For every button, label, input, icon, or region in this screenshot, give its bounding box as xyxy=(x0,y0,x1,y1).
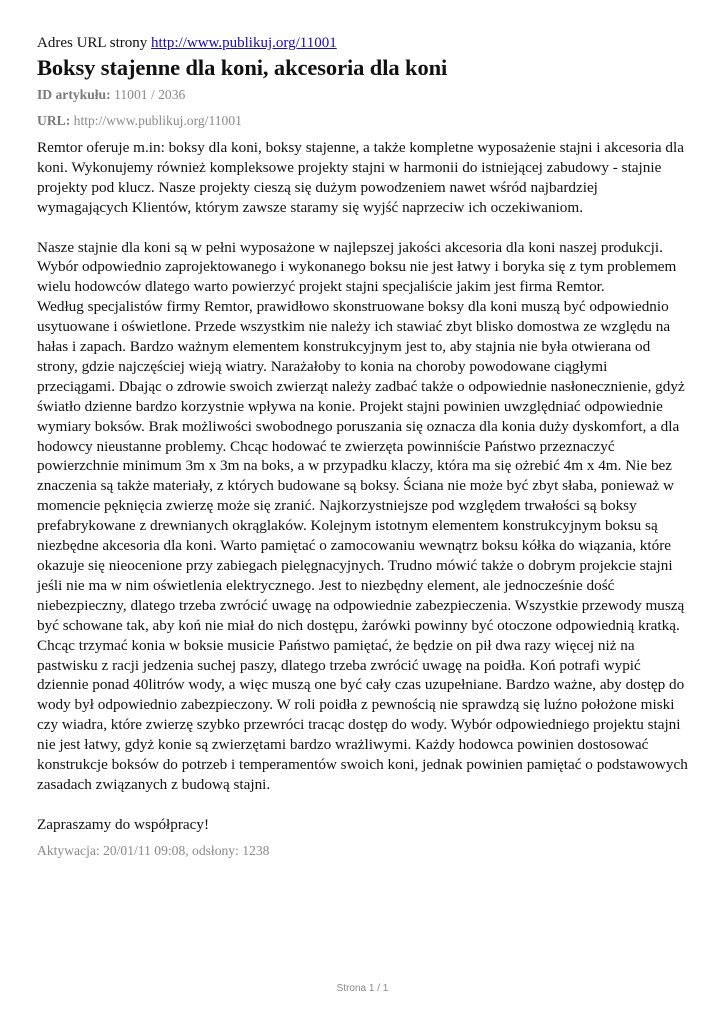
document-page xyxy=(37,34,689,859)
article-title: Boksy stajenne dla koni, akcesoria dla koni xyxy=(37,55,448,80)
url-label: Adres URL strony xyxy=(37,35,148,51)
paragraph-invitation: Zapraszamy do współpracy! xyxy=(37,815,210,833)
article-url xyxy=(37,112,689,129)
article-url-value: http://www.publikuj.org/11001 xyxy=(73,113,242,128)
paragraph-intro: Remtor oferuje m.in: boksy dla koni, boksy stajenne, a także kompletne wyposażenie stajni i akcesoria dla koni. Wykonujemy również kompleksowe projekty stajni w harmonii do istniejącej zabudowy - stajnie projekty pod klucz. Nasze projekty cieszą się dużym powodzeniem nawet wśród najbardziej wymagających Klientów, którym zawsze staramy się wyjść naprzeciw ich oczekiwaniom. xyxy=(37,139,684,216)
activation-info: Aktywacja: 20/01/11 09:08, odsłony: 1238 xyxy=(37,842,270,858)
page-url-line xyxy=(37,34,689,52)
paragraph-stables: Nasze stajnie dla koni są w pełni wyposażone w najlepszej jakości akcesoria dla koni naszej produkcji. Wybór odpowiednio zaprojektowanego i wykonanego boksu nie jest łatwy i boryka się z tym problemem wielu hodowców dlatego warto powierzyć projekt stajni specjaliście jakim jest firma Remtor. xyxy=(37,238,677,296)
article-body xyxy=(37,138,689,835)
article-url-label: URL: xyxy=(37,113,71,128)
page-number: Strona 1 / 1 xyxy=(336,983,389,994)
page-url-link[interactable]: http://www.publikuj.org/11001 xyxy=(151,35,337,51)
article-id-value: 11001 / 2036 xyxy=(114,87,186,102)
article-id-label: ID artykułu: xyxy=(37,87,111,102)
paragraph-specialists: Według specjalistów firmy Remtor, prawidłowo skonstruowane boksy dla koni muszą być odpowiednio usytuowane i oświetlone. Przede wszystkim nie należy ich stawiać zbyt blisko domostwa ze względu na hałas i zapach. Bardzo ważnym elementem konstrukcyjnym jest to, aby stajnia nie była otwierana od strony, gdzie najczęściej wieją wiatry. Narażałoby to konia na choroby powodowane ciągłymi przeciągami. Dbając o zdrowie swoich zwierząt należy zadbać także o odpowiednie nasłonecznienie, gdyż światło dzienne bardzo korzystnie wpływa na konie. Projekt stajni powinien uwzględniać odpowiednie wymiary boksów. Brak możliwości swobodnego poruszania się oznacza dla konia duży dyskomfort, a dla hodowcy nieustanne problemy. Chcąc hodować te zwierzęta powinniście Państwo przeznaczyć powierzchnie minimum 3m x 3m na boks, a w przypadku klaczy, która ma się ożrebić 4m x 4m. Nie bez znaczenia są także materiały, z których budowane są boksy. Ściana nie może być zbyt słaba, ponieważ w momencie pęknięcia zwierzę może się zranić. Najkorzystniejsze pod względem trwałości są boksy prefabrykowane z drewnianych okrąglaków. Kolejnym istotnym elementem konstrukcyjnym boksu są niezbędne akcesoria dla koni. Warto pamiętać o zamocowaniu wewnątrz boksu kółka do wiązania, które okazuje się nieocenione przy zabiegach pielęgnacyjnych. Trudno mówić także o dobrym projekcie stajni jeśli nie ma w nim oświetlenia elektrycznego. Jest to niezbędny element, ale jednocześnie dość niebezpieczny, dlatego trzeba zwrócić uwagę na odpowiednie zabezpieczenia. Wszystkie przewody muszą być schowane tak, aby koń nie miał do nich dostępu, żarówki powinny być otoczone odpowiednią kratką. Chcąc trzymać konia w boksie musicie Państwo pamiętać, że będzie on pił dwa razy więcej niż na pastwisku z racji jedzenia suchej paszy, dlatego trzeba zwrócić uwagę na poidła. Koń potrafi wypić dziennie ponad 40litrów wody, a więc muszą one być cały czas uzupełniane. Bardzo ważne, aby dostęp do wody był odpowiednio zabezpieczony. W roli poidła z pewnością nie sprawdzą się luźno położone miski czy wiadra, które zwierzę szybko przewróci tracąc dostęp do wody. Wybór odpowiedniego projektu stajni nie jest łatwy, gdyż konie są zwierzętami bardzo wrażliwymi. Każdy hodowca powinien dostosować konstrukcje boksów do potrzeb i temperamentów swoich koni, jednak powinien pamiętać o podstawowych zasadach związanych z budową stajni. xyxy=(37,298,688,793)
article-id xyxy=(37,86,689,103)
